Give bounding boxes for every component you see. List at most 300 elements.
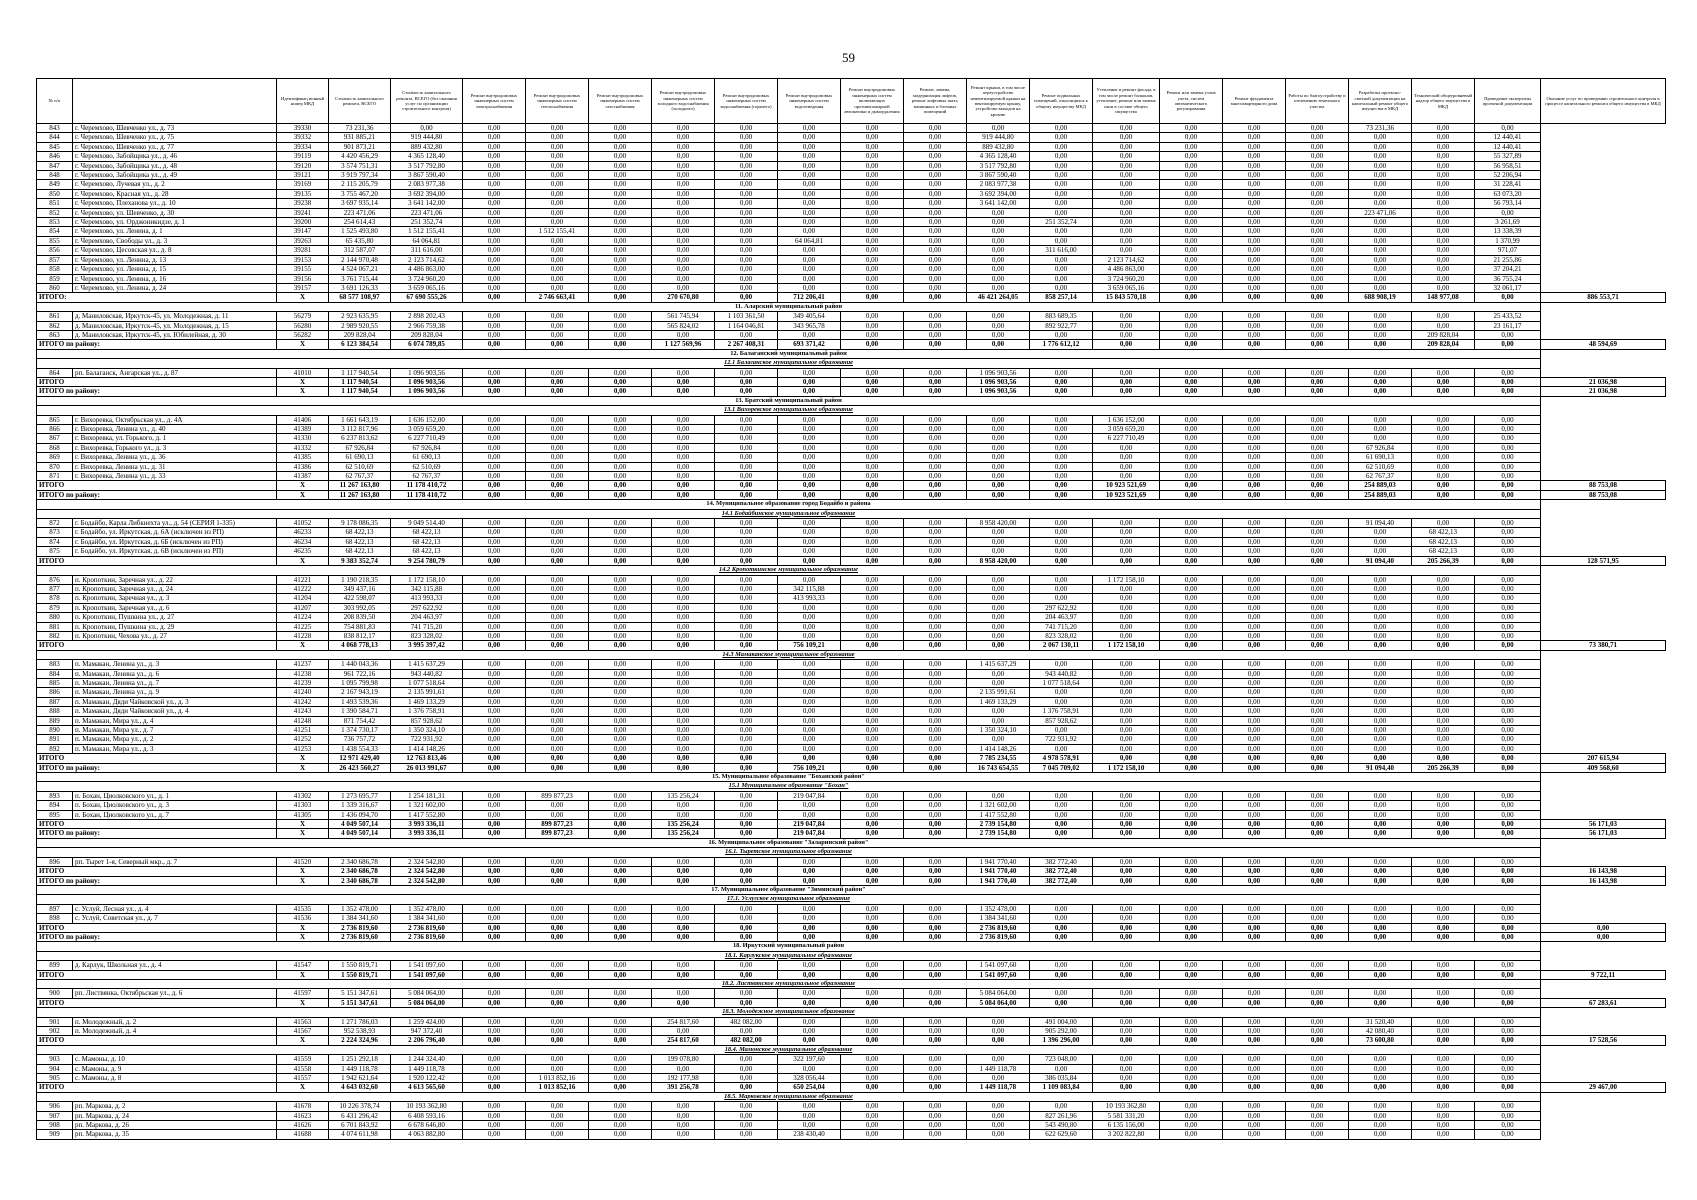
amount-cell: 0,00 xyxy=(1160,603,1223,612)
amount-cell: 0,00 xyxy=(841,716,904,725)
amount-cell: 0,00 xyxy=(1286,236,1349,245)
amount-cell: 0,00 xyxy=(1286,415,1349,424)
row-number-cell: 850 xyxy=(37,189,73,198)
amount-cell: 0,00 xyxy=(1160,490,1223,499)
amount-cell: 1 352 478,00 xyxy=(329,904,391,913)
amount-cell: 219 047,84 xyxy=(778,791,841,800)
amount-cell: 0,00 xyxy=(1160,1083,1223,1092)
amount-cell: 0,00 xyxy=(463,923,526,932)
amount-cell: 0,00 xyxy=(1349,321,1412,330)
amount-cell: 0,00 xyxy=(1475,735,1541,744)
amount-cell: 0,00 xyxy=(904,490,967,499)
amount-cell: 0,00 xyxy=(967,594,1030,603)
amount-cell: 0,00 xyxy=(1093,867,1160,876)
amount-cell: 3 517 792,80 xyxy=(967,161,1030,170)
table-row xyxy=(37,547,1666,556)
amount-cell: 0,00 xyxy=(589,716,652,725)
id-cell: X xyxy=(277,754,329,763)
amount-cell: 0,00 xyxy=(589,180,652,189)
amount-cell: 0,00 xyxy=(463,1064,526,1073)
amount-cell: 0,00 xyxy=(967,603,1030,612)
amount-cell: 0,00 xyxy=(778,368,841,377)
row-number-cell: 848 xyxy=(37,171,73,180)
amount-cell: 0,00 xyxy=(904,434,967,443)
amount-cell: 0,00 xyxy=(589,961,652,970)
amount-cell: 67 926,84 xyxy=(329,443,391,452)
amount-cell: 0,00 xyxy=(589,321,652,330)
amount-cell: 0,00 xyxy=(1475,1121,1541,1130)
amount-cell: 0,00 xyxy=(1160,124,1223,133)
amount-cell: 0,00 xyxy=(589,820,652,829)
amount-cell: 0,00 xyxy=(1223,857,1286,866)
id-cell: 41302 xyxy=(277,791,329,800)
column-header: № п/п xyxy=(37,79,73,124)
amount-cell: 5 151 347,61 xyxy=(329,998,391,1007)
amount-cell: 1 941 770,40 xyxy=(967,867,1030,876)
amount-cell: 0,00 xyxy=(463,904,526,913)
amount-cell: 823 328,02 xyxy=(1030,631,1093,640)
amount-cell: 0,00 xyxy=(967,453,1030,462)
address-cell: г. Черемхово, ул. Ленина, д. 13 xyxy=(73,255,277,264)
amount-cell: 0,00 xyxy=(1223,678,1286,687)
amount-cell: 0,00 xyxy=(589,293,652,302)
amount-cell: 0,00 xyxy=(1412,594,1475,603)
amount-cell: 0,00 xyxy=(589,208,652,217)
amount-cell: 0,00 xyxy=(967,312,1030,321)
amount-cell: 0,00 xyxy=(715,603,778,612)
amount-cell: 0,00 xyxy=(715,669,778,678)
amount-cell: 0,00 xyxy=(904,660,967,669)
amount-cell: 0,00 xyxy=(463,669,526,678)
amount-cell: 0,00 xyxy=(1286,1036,1349,1045)
amount-cell: 0,00 xyxy=(1160,312,1223,321)
amount-cell: 0,00 xyxy=(652,660,715,669)
amount-cell: 0,00 xyxy=(589,481,652,490)
amount-cell: 0,00 xyxy=(1223,274,1286,283)
amount-cell: 0,00 xyxy=(1475,575,1541,584)
table-row xyxy=(37,857,1666,866)
amount-cell: 0,00 xyxy=(1475,293,1541,302)
amount-cell: 61 690,13 xyxy=(1349,453,1412,462)
amount-cell: 0,00 xyxy=(904,914,967,923)
amount-cell: 0,00 xyxy=(1030,914,1093,923)
row-number-cell: 861 xyxy=(37,312,73,321)
amount-cell: 0,00 xyxy=(778,575,841,584)
amount-cell: 349 437,16 xyxy=(329,584,391,593)
amount-cell: 0,00 xyxy=(778,142,841,151)
amount-cell: 0,00 xyxy=(1093,904,1160,913)
id-cell: X xyxy=(277,641,329,650)
amount-cell: 0,00 xyxy=(1286,368,1349,377)
amount-cell: 0,00 xyxy=(1160,481,1223,490)
amount-cell: 0,00 xyxy=(715,631,778,640)
amount-cell: 23 161,17 xyxy=(1475,321,1541,330)
amount-cell: 1 370,99 xyxy=(1475,236,1541,245)
table-row xyxy=(37,208,1666,217)
amount-cell: 1 096 903,56 xyxy=(391,387,463,396)
amount-cell: 0,00 xyxy=(526,1064,589,1073)
amount-cell: 6 135 156,00 xyxy=(1093,1121,1160,1130)
amount-cell: 0,00 xyxy=(1223,443,1286,452)
amount-cell: 0,00 xyxy=(463,716,526,725)
amount-cell: 25 433,52 xyxy=(1475,312,1541,321)
amount-cell: 0,00 xyxy=(1475,208,1541,217)
amount-cell: 0,00 xyxy=(1412,735,1475,744)
amount-cell: 0,00 xyxy=(715,519,778,528)
amount-cell: 0,00 xyxy=(1286,575,1349,584)
amount-cell: 0,00 xyxy=(1160,660,1223,669)
amount-cell: 0,00 xyxy=(841,246,904,255)
id-cell: 39263 xyxy=(277,236,329,245)
id-cell: 41597 xyxy=(277,989,329,998)
amount-cell: 0,00 xyxy=(715,961,778,970)
amount-cell: 0,00 xyxy=(1160,641,1223,650)
amount-cell: 135 256,24 xyxy=(652,820,715,829)
amount-cell: 0,00 xyxy=(526,707,589,716)
amount-cell: 0,00 xyxy=(967,678,1030,687)
amount-cell: 1 636 152,00 xyxy=(1093,415,1160,424)
amount-cell: 0,00 xyxy=(526,867,589,876)
address-cell: п. Мамакан, Дяди Чайковской ул., д. 3 xyxy=(73,697,277,706)
amount-cell: 56 793,14 xyxy=(1475,199,1541,208)
amount-cell: 0,00 xyxy=(778,754,841,763)
amount-cell: 0,00 xyxy=(589,462,652,471)
amount-cell: 0,00 xyxy=(652,377,715,386)
amount-cell: 0,00 xyxy=(463,472,526,481)
row-number-cell: 844 xyxy=(37,133,73,142)
address-cell: г. Черемхово, Шевченко ул., д. 73 xyxy=(73,124,277,133)
amount-cell: 0,00 xyxy=(589,387,652,396)
address-cell: п. Бохан, Циолковского ул., д. 7 xyxy=(73,810,277,819)
amount-cell: 0,00 xyxy=(1475,613,1541,622)
amount-cell: 219 047,84 xyxy=(778,829,841,838)
amount-cell: 0,00 xyxy=(589,857,652,866)
amount-cell: 0,00 xyxy=(841,932,904,941)
row-number-cell: 863 xyxy=(37,330,73,339)
amount-cell: 0,00 xyxy=(1223,293,1286,302)
amount-cell: 0,00 xyxy=(1093,321,1160,330)
amount-cell: 1 449 118,78 xyxy=(391,1064,463,1073)
amount-cell: 0,00 xyxy=(589,434,652,443)
address-cell: г. Черемхово, ул. Ленина, д. 24 xyxy=(73,283,277,292)
amount-cell: 1 541 097,60 xyxy=(967,961,1030,970)
table-row xyxy=(37,368,1666,377)
amount-cell: 0,00 xyxy=(526,998,589,1007)
amount-cell: 0,00 xyxy=(841,142,904,151)
amount-cell: 0,00 xyxy=(841,340,904,349)
amount-cell: 0,00 xyxy=(526,283,589,292)
amount-cell: 6 408 593,16 xyxy=(391,1111,463,1120)
amount-cell: 0,00 xyxy=(1286,820,1349,829)
amount-cell: 0,00 xyxy=(526,208,589,217)
amount-cell: 9 254 780,79 xyxy=(391,556,463,565)
row-number-cell: 855 xyxy=(37,236,73,245)
amount-cell: 0,00 xyxy=(778,171,841,180)
amount-cell: 0,00 xyxy=(463,801,526,810)
amount-cell: 0,00 xyxy=(1349,227,1412,236)
amount-cell: 328 056,44 xyxy=(778,1074,841,1083)
id-cell: 41237 xyxy=(277,660,329,669)
amount-cell: 0,00 xyxy=(1223,453,1286,462)
amount-cell: 0,00 xyxy=(841,678,904,687)
amount-cell: 2 123 714,62 xyxy=(1093,255,1160,264)
amount-cell: 73 231,36 xyxy=(329,124,391,133)
amount-cell: 91 094,40 xyxy=(1349,763,1412,772)
amount-cell: 0,00 xyxy=(1412,1121,1475,1130)
amount-cell: 2 746 663,41 xyxy=(526,293,589,302)
municipality-subsection-row xyxy=(37,566,1666,575)
amount-cell: 0,00 xyxy=(841,519,904,528)
amount-cell: 0,00 xyxy=(904,171,967,180)
amount-cell: 0,00 xyxy=(1412,613,1475,622)
table-row xyxy=(37,904,1666,913)
address-cell: г. Черемхово, ул. Ленина, д. 16 xyxy=(73,274,277,283)
amount-cell: 68 422,13 xyxy=(391,537,463,546)
amount-cell: 0,00 xyxy=(841,321,904,330)
amount-cell: 889 432,80 xyxy=(967,142,1030,151)
amount-cell: 0,00 xyxy=(967,584,1030,593)
row-number-cell: 883 xyxy=(37,660,73,669)
amount-cell: 8 958 420,00 xyxy=(967,556,1030,565)
amount-cell: 409 568,60 xyxy=(1541,763,1666,772)
amount-cell: 0,00 xyxy=(967,227,1030,236)
amount-cell: 0,00 xyxy=(1286,443,1349,452)
amount-cell: 857 928,62 xyxy=(391,716,463,725)
amount-cell: 0,00 xyxy=(778,330,841,339)
amount-cell: 0,00 xyxy=(1412,1055,1475,1064)
amount-cell: 254 889,03 xyxy=(1349,490,1412,499)
amount-cell: 0,00 xyxy=(904,1102,967,1111)
amount-cell: 0,00 xyxy=(1030,255,1093,264)
row-number-cell: 886 xyxy=(37,688,73,697)
amount-cell: 0,00 xyxy=(1093,537,1160,546)
amount-cell: 0,00 xyxy=(463,1083,526,1092)
amount-cell: 0,00 xyxy=(652,387,715,396)
amount-cell: 0,00 xyxy=(1286,283,1349,292)
id-cell: X xyxy=(277,829,329,838)
amount-cell: 0,00 xyxy=(463,528,526,537)
id-cell: X xyxy=(277,1036,329,1045)
id-cell: 56282 xyxy=(277,330,329,339)
amount-cell: 135 256,24 xyxy=(652,829,715,838)
amount-cell: 0,00 xyxy=(526,368,589,377)
amount-cell: 1 512 155,41 xyxy=(391,227,463,236)
amount-cell: 63 073,20 xyxy=(1475,189,1541,198)
table-row xyxy=(37,914,1666,923)
address-cell: рп. Маркова, д. 35 xyxy=(73,1130,277,1139)
amount-cell: 0,00 xyxy=(967,1017,1030,1026)
amount-cell: 0,00 xyxy=(1475,989,1541,998)
amount-cell: 0,00 xyxy=(778,1036,841,1045)
amount-cell: 1 117 940,54 xyxy=(329,387,391,396)
amount-cell: 0,00 xyxy=(778,998,841,1007)
amount-cell: 413 993,33 xyxy=(778,594,841,603)
amount-cell: 0,00 xyxy=(589,631,652,640)
amount-cell: 0,00 xyxy=(589,265,652,274)
address-cell: г. Черемхово, Забойщика ул., д. 48 xyxy=(73,161,277,170)
amount-cell: 3 867 590,40 xyxy=(967,171,1030,180)
id-cell: X xyxy=(277,763,329,772)
amount-cell: 207 615,94 xyxy=(1541,754,1666,763)
amount-cell: 0,00 xyxy=(526,133,589,142)
column-header: Ремонт внутридомовых инженерных систем холодного водоснабжения (холодного) xyxy=(652,79,715,124)
amount-cell: 0,00 xyxy=(526,1130,589,1139)
amount-cell: 0,00 xyxy=(778,255,841,264)
amount-cell: 1 350 324,10 xyxy=(967,726,1030,735)
amount-cell: 56 958,51 xyxy=(1475,161,1541,170)
amount-cell: 0,00 xyxy=(967,669,1030,678)
amount-cell: 0,00 xyxy=(1223,142,1286,151)
amount-cell: 0,00 xyxy=(1160,537,1223,546)
amount-cell: 0,00 xyxy=(841,1027,904,1036)
amount-cell: 0,00 xyxy=(1093,678,1160,687)
amount-cell: 68 422,13 xyxy=(329,547,391,556)
amount-cell: 741 715,20 xyxy=(1030,622,1093,631)
amount-cell: 0,00 xyxy=(1475,641,1541,650)
total-label: ИТОГО xyxy=(37,641,277,650)
amount-cell: 10 923 521,69 xyxy=(1093,481,1160,490)
amount-cell: 0,00 xyxy=(526,622,589,631)
amount-cell: 0,00 xyxy=(715,829,778,838)
amount-cell: 0,00 xyxy=(1286,171,1349,180)
amount-cell: 382 772,40 xyxy=(1030,857,1093,866)
amount-cell: 0,00 xyxy=(1286,490,1349,499)
amount-cell: 0,00 xyxy=(841,575,904,584)
amount-cell: 0,00 xyxy=(1030,970,1093,979)
id-cell: 41535 xyxy=(277,904,329,913)
amount-cell: 0,00 xyxy=(589,340,652,349)
id-cell: 41052 xyxy=(277,519,329,528)
amount-cell: 0,00 xyxy=(841,1130,904,1139)
municipality-heading: 17.1. Услугское муниципальное образование xyxy=(37,895,1541,904)
amount-cell: 21 036,98 xyxy=(1541,377,1666,386)
amount-cell: 0,00 xyxy=(1160,678,1223,687)
amount-cell: 0,00 xyxy=(904,904,967,913)
amount-cell: 205 266,39 xyxy=(1412,556,1475,565)
amount-cell: 0,00 xyxy=(463,744,526,753)
amount-cell: 0,00 xyxy=(1412,678,1475,687)
amount-cell: 0,00 xyxy=(1093,594,1160,603)
amount-cell: 1 164 046,81 xyxy=(715,321,778,330)
amount-cell: 0,00 xyxy=(463,208,526,217)
amount-cell: 3 761 715,44 xyxy=(329,274,391,283)
amount-cell: 0,00 xyxy=(1412,180,1475,189)
amount-cell: 4 074 611,98 xyxy=(329,1130,391,1139)
amount-cell: 0,00 xyxy=(1541,923,1666,932)
table-row xyxy=(37,330,1666,339)
amount-cell: 0,00 xyxy=(1412,189,1475,198)
amount-cell: 0,00 xyxy=(1223,1083,1286,1092)
amount-cell: 0,00 xyxy=(463,519,526,528)
amount-cell: 0,00 xyxy=(841,218,904,227)
amount-cell: 0,00 xyxy=(526,688,589,697)
amount-cell: 4 049 507,14 xyxy=(329,829,391,838)
amount-cell: 1 350 324,10 xyxy=(391,726,463,735)
amount-cell: 0,00 xyxy=(1223,923,1286,932)
amount-cell: 0,00 xyxy=(1412,904,1475,913)
amount-cell: 0,00 xyxy=(1093,688,1160,697)
amount-cell: 0,00 xyxy=(1349,801,1412,810)
amount-cell: 6 701 843,92 xyxy=(329,1121,391,1130)
amount-cell: 0,00 xyxy=(652,161,715,170)
amount-cell: 0,00 xyxy=(1030,923,1093,932)
amount-cell: 16 743 654,55 xyxy=(967,763,1030,772)
amount-cell: 0,00 xyxy=(1349,415,1412,424)
amount-cell: 0,00 xyxy=(463,415,526,424)
table-row xyxy=(37,1055,1666,1064)
amount-cell: 0,00 xyxy=(1286,622,1349,631)
amount-cell: 0,00 xyxy=(1160,867,1223,876)
amount-cell: 0,00 xyxy=(1030,274,1093,283)
amount-cell: 1 117 940,54 xyxy=(329,368,391,377)
amount-cell: 0,00 xyxy=(652,923,715,932)
id-cell: 41248 xyxy=(277,716,329,725)
municipality-subsection-row xyxy=(37,509,1666,518)
amount-cell: 0,00 xyxy=(904,622,967,631)
amount-cell: 0,00 xyxy=(1160,142,1223,151)
amount-cell: 209 828,04 xyxy=(1412,330,1475,339)
amount-cell: 0,00 xyxy=(589,528,652,537)
amount-cell: 0,00 xyxy=(1160,594,1223,603)
amount-cell: 0,00 xyxy=(904,124,967,133)
amount-cell: 0,00 xyxy=(778,547,841,556)
amount-cell: 0,00 xyxy=(841,537,904,546)
amount-cell: 0,00 xyxy=(1349,189,1412,198)
id-cell: 41332 xyxy=(277,443,329,452)
amount-cell: 0,00 xyxy=(652,255,715,264)
amount-cell: 0,00 xyxy=(1286,556,1349,565)
amount-cell: 0,00 xyxy=(1475,622,1541,631)
amount-cell: 3 867 590,40 xyxy=(391,171,463,180)
amount-cell: 0,00 xyxy=(1093,810,1160,819)
amount-cell: 0,00 xyxy=(1160,472,1223,481)
amount-cell: 0,00 xyxy=(715,697,778,706)
amount-cell: 0,00 xyxy=(1160,274,1223,283)
municipality-heading: 18.5. Марковское муниципальное образование xyxy=(37,1092,1541,1101)
amount-cell: 0,00 xyxy=(463,340,526,349)
municipality-heading: 18.3. Молодежное муниципальное образование xyxy=(37,1008,1541,1017)
amount-cell: 0,00 xyxy=(1412,255,1475,264)
table-row xyxy=(37,669,1666,678)
amount-cell: 16 143,98 xyxy=(1541,867,1666,876)
amount-cell: 0,00 xyxy=(904,726,967,735)
amount-cell: 0,00 xyxy=(1349,622,1412,631)
amount-cell: 1 449 118,78 xyxy=(967,1083,1030,1092)
amount-cell: 3 755 467,20 xyxy=(329,189,391,198)
amount-cell: 0,00 xyxy=(967,528,1030,537)
amount-cell: 0,00 xyxy=(778,914,841,923)
amount-cell: 0,00 xyxy=(1412,472,1475,481)
address-cell: г. Бодайбо, Карла Либкнехта ул., д. 54 (СЕРИЯ 1-335) xyxy=(73,519,277,528)
amount-cell: 0,00 xyxy=(1223,726,1286,735)
amount-cell: 0,00 xyxy=(1349,171,1412,180)
address-cell: п. Кропоткин, Пушкина ул., д. 29 xyxy=(73,622,277,631)
id-cell: 39153 xyxy=(277,255,329,264)
amount-cell: 3 261,69 xyxy=(1475,218,1541,227)
amount-cell: 0,00 xyxy=(715,716,778,725)
amount-cell: 0,00 xyxy=(652,199,715,208)
municipality-subsection-row xyxy=(37,979,1666,988)
amount-cell: 0,00 xyxy=(1349,867,1412,876)
amount-cell: 0,00 xyxy=(715,998,778,1007)
amount-cell: 0,00 xyxy=(1286,584,1349,593)
amount-cell: 4 049 507,14 xyxy=(329,820,391,829)
id-cell: 39156 xyxy=(277,274,329,283)
amount-cell: 0,00 xyxy=(715,425,778,434)
amount-cell: 0,00 xyxy=(1349,133,1412,142)
amount-cell: 0,00 xyxy=(1093,330,1160,339)
amount-cell: 0,00 xyxy=(1412,932,1475,941)
